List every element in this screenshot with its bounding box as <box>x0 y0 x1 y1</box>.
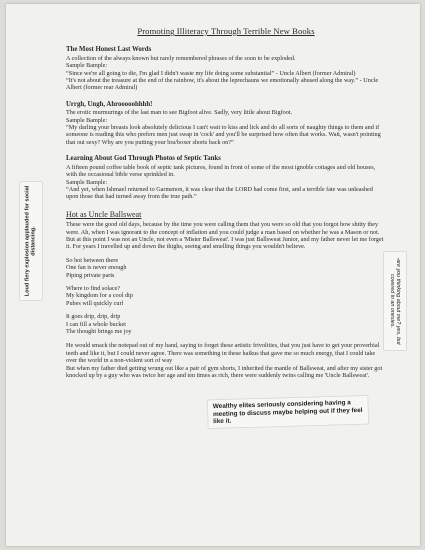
haiku-stanza <box>66 313 386 335</box>
haiku-line: Pubes will quickly curl <box>66 299 124 307</box>
haiku-line: I can fill a whole bucket <box>66 320 126 328</box>
document-title: Promoting Illiteracy Through Terrible New Books <box>137 26 315 36</box>
document-body <box>66 28 386 379</box>
headline-clipping-middle <box>208 396 369 428</box>
book-title: Learning About God Through Photos of Septic Tanks <box>66 155 221 163</box>
book-entry <box>66 155 386 200</box>
story-paragraph: But when my father died getting wrung out like a pair of gym shorts, I inherited the mantle of Ballsweat, and after my sister got knocked up by a guy who was twice her age and ten times as rich, there were suddenly twins calling me 'Uncle Ballsweat'. <box>66 364 383 380</box>
book-title: Urrgh, Ungh, Ahrooooohhhh! <box>66 100 153 108</box>
story-paragraph: But at this point I was not an Uncle, not even a 'Mister Ballsweat'. I was just Ballsweat Junior, and my father never let me forget it. For years I travelled up and down the thighs, seeing and smelling things you wouldn't believe. <box>66 235 384 251</box>
sample-quote: “And yet, when Ishmael returned to Garmenon, it was clear that the LORD had come first, and a terrible fate was unleashed upon those that had turned away from the true path.” <box>66 185 373 201</box>
story-paragraph: He would smack the notepad out of my hand, saying to forget these artistic frivolities, that you just have to get your proverbial teeth and like it, but I could never agree. There was something in these haikus that gave me so much energy, that I could take over the world in a non-violent sort of way <box>66 342 380 365</box>
book-entry <box>66 46 386 91</box>
headline-clipping-right <box>384 252 406 350</box>
haiku-line: One fan is never enough <box>66 264 127 272</box>
haiku-line: My kingdom for a cool dip <box>66 292 133 300</box>
haiku-line: It goes drip, drip, drip <box>66 313 121 321</box>
sample-label: Sample Bample: <box>66 178 108 186</box>
book-title: The Most Honest Last Words <box>66 46 152 54</box>
story-title: Hot as Uncle Ballsweat <box>66 209 142 219</box>
document-page <box>6 4 420 546</box>
sample-quote: “Since we're all going to die, I'm glad I didn't waste my life doing some substantial” - Uncle Albert (former Admiral) <box>66 69 356 77</box>
book-description: A fifteen pound coffee table book of septic tank pictures, found in front of some of the most ignoble cottages and old houses, with the occasional bible verse sprinkled in. <box>66 163 376 179</box>
sample-quote: “It's not about the treasure at the end of the rainbow, it's about the leprechauns we emotionally abused along the way.” - Uncle Albert (former rear Admiral) <box>66 77 379 92</box>
haiku-line: Where to find solace? <box>66 284 121 292</box>
sample-label: Sample Bample: <box>66 62 108 70</box>
haiku-stanza <box>66 285 386 307</box>
book-description: The erotic murmurings of the last man to see Bigfoot alive. Sadly, very little about Bigfoot. <box>66 109 293 117</box>
book-entry <box>66 101 386 146</box>
clipping-text: Loud fiery explosion applauded for social distancing. <box>24 185 37 297</box>
haiku-line: The thought brings me joy <box>66 328 132 335</box>
story-paragraph: These were the good old days, because by the time you were calling them that you were so old that you forgot how shitty they were. Ah, when I was ignorant to the concept of inflation and you could judge a man based on whether he was a Mason or not. <box>66 221 380 236</box>
sample-label: Sample Bample: <box>66 116 108 124</box>
headline-clipping-left <box>20 182 42 300</box>
haiku-line: So hot between there <box>66 256 119 264</box>
haiku-line: Piping private parts <box>66 271 115 279</box>
book-description: A collection of the always known but rarely remembered phrases of the soon to be exploded. <box>66 54 296 62</box>
sample-quote: “My darling your breasts look absolutely delicious I can't wait to kiss and lick and do all sorts of naughty things to them and if someone is reading this who prefers men just swap in 'cock' and you'll be surprised how often that works. Wait, wasn't pointing that out sexy? Why are you putting your bra/boxer shorts back on?” <box>66 124 381 146</box>
clipping-text: Wealthy elites seriously considering having a meeting to discuss maybe helping out if they feel like it. <box>212 399 363 426</box>
haiku-stanza <box>66 257 386 279</box>
clipping-text: -are you thinking about me? yes, but covered in an onesies. <box>389 257 402 345</box>
